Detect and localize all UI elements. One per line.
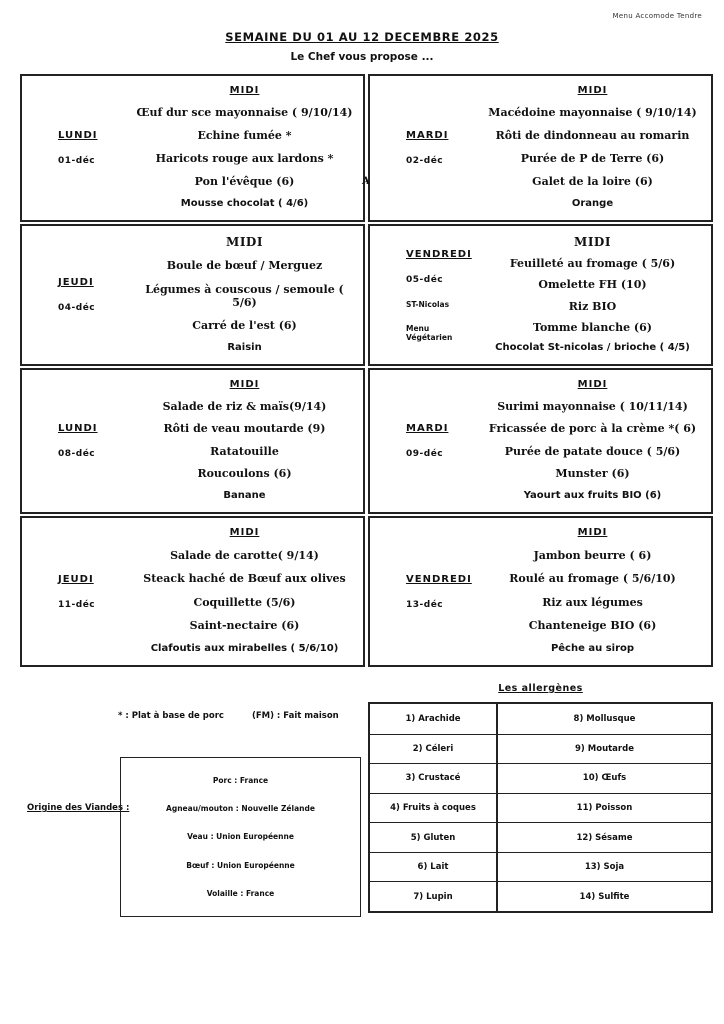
menu-items bbox=[478, 518, 711, 665]
allergens-table bbox=[368, 702, 713, 913]
menu-item: Echine fumée * bbox=[197, 129, 292, 142]
meal-header: MIDI bbox=[577, 527, 608, 538]
meal-header: MIDI bbox=[577, 379, 608, 390]
menu-items bbox=[478, 76, 711, 220]
footnotes bbox=[118, 711, 339, 721]
menu-item: Chanteneige BIO (6) bbox=[528, 619, 657, 633]
day-column bbox=[370, 226, 478, 364]
menu-item: Chocolat St-nicolas / brioche ( 4/5) bbox=[495, 341, 690, 353]
menu-item: Surimi mayonnaise ( 10/11/14) bbox=[497, 399, 688, 413]
allergen-cell: 12) Sésame bbox=[496, 822, 711, 852]
menu-item: Orange bbox=[571, 198, 614, 209]
day-column bbox=[22, 518, 130, 665]
meal-header: MIDI bbox=[229, 379, 260, 390]
origin-line: Porc : France bbox=[212, 775, 269, 785]
menu-item: Mousse chocolat ( 4/6) bbox=[180, 198, 309, 209]
day-name: VENDREDI bbox=[406, 573, 472, 585]
corner-note: Menu Accomode Tendre bbox=[612, 12, 702, 20]
page-title: SEMAINE DU 01 AU 12 DECEMBRE 2025 bbox=[225, 30, 499, 44]
menu-item: Carré de l'est (6) bbox=[192, 318, 297, 332]
menu-item: Galet de la loire (6) bbox=[532, 175, 653, 188]
menu-box-jeudi-04-déc bbox=[20, 224, 365, 366]
origin-line: Veau : Union Européenne bbox=[187, 832, 294, 842]
menu-box-vendredi-05-déc bbox=[368, 224, 713, 366]
menu-items bbox=[478, 226, 711, 364]
day-name: JEUDI bbox=[58, 573, 94, 585]
allergen-cell: 3) Crustacé bbox=[370, 763, 496, 793]
allergen-cell: 14) Sulfite bbox=[496, 881, 711, 911]
meal-header: MIDI bbox=[577, 85, 608, 96]
meat-origin-label: Origine des Viandes : bbox=[27, 803, 130, 813]
menu-box-lundi-01-déc bbox=[20, 74, 365, 222]
menu-item: Boule de bœuf / Merguez bbox=[166, 259, 323, 273]
menu-item: Macédoine mayonnaise ( 9/10/14) bbox=[488, 106, 697, 119]
day-name: MARDI bbox=[406, 423, 449, 434]
menu-item: Rôti de dindonneau au romarin bbox=[495, 129, 690, 142]
day-date: 02-déc bbox=[406, 156, 444, 166]
menu-box-mardi-09-déc bbox=[368, 368, 713, 514]
menu-item: Purée de patate douce ( 5/6) bbox=[504, 444, 681, 458]
day-date: 09-déc bbox=[406, 449, 444, 459]
day-column bbox=[370, 370, 478, 512]
menu-item: Steack haché de Bœuf aux olives bbox=[143, 572, 346, 586]
menu-items bbox=[478, 370, 711, 512]
allergen-cell: 13) Soja bbox=[496, 852, 711, 882]
page-subtitle: Le Chef vous propose ... bbox=[290, 51, 434, 63]
menu-item: Feuilleté au fromage ( 5/6) bbox=[509, 257, 676, 271]
menu-items bbox=[130, 226, 363, 364]
day-column bbox=[22, 76, 130, 220]
allergen-cell: 7) Lupin bbox=[370, 881, 496, 911]
meal-header: MIDI bbox=[229, 85, 260, 96]
menu-box-lundi-08-déc bbox=[20, 368, 365, 514]
menu-item: Rôti de veau moutarde (9) bbox=[163, 422, 326, 436]
day-date: 08-déc bbox=[58, 449, 96, 459]
menu-item: Salade de carotte( 9/14) bbox=[170, 548, 319, 562]
menu-item: Tomme blanche (6) bbox=[533, 320, 652, 334]
day-column bbox=[22, 226, 130, 364]
allergen-cell: 2) Céleri bbox=[370, 734, 496, 764]
origin-line: Bœuf : Union Européenne bbox=[186, 860, 295, 870]
allergen-cell: 11) Poisson bbox=[496, 793, 711, 823]
stray-letter-artifact: A bbox=[362, 176, 370, 187]
day-column bbox=[370, 76, 478, 220]
menu-item: Légumes à couscous / semoule ( 5/6) bbox=[145, 282, 344, 309]
menu-grid bbox=[20, 74, 713, 667]
menu-item: Omelette FH (10) bbox=[538, 278, 647, 292]
day-subnote: ST-Nicolas bbox=[406, 299, 450, 309]
menu-item: Purée de P de Terre (6) bbox=[520, 152, 665, 165]
menu-item: Pon l'évêque (6) bbox=[194, 175, 295, 188]
menu-item: Salade de riz & maïs(9/14) bbox=[162, 399, 327, 413]
menu-box-vendredi-13-déc bbox=[368, 516, 713, 667]
allergens-title: Les allergènes bbox=[498, 683, 583, 694]
allergen-cell: 10) Œufs bbox=[496, 763, 711, 793]
menu-item: Banane bbox=[223, 489, 266, 501]
allergen-cell: 6) Lait bbox=[370, 852, 496, 882]
menu-item: Haricots rouge aux lardons * bbox=[155, 152, 334, 165]
allergen-cell: 4) Fruits à coques bbox=[370, 793, 496, 823]
day-name: VENDREDI bbox=[406, 248, 472, 260]
menu-item: Roucoulons (6) bbox=[197, 467, 292, 481]
menu-item: Pêche au sirop bbox=[550, 642, 635, 654]
menu-item: Coquillette (5/6) bbox=[193, 595, 296, 609]
menu-items bbox=[130, 518, 363, 665]
day-date: 13-déc bbox=[406, 599, 444, 610]
menu-item: Saint-nectaire (6) bbox=[189, 619, 300, 633]
menu-box-mardi-02-déc bbox=[368, 74, 713, 222]
menu-item: Ratatouille bbox=[210, 444, 279, 458]
menu-item: Fricassée de porc à la crème *( 6) bbox=[488, 422, 697, 436]
day-column bbox=[22, 370, 130, 512]
pork-footnote: * : Plat à base de porc bbox=[118, 711, 224, 721]
day-name: JEUDI bbox=[58, 277, 94, 288]
menu-item: Raisin bbox=[227, 342, 262, 353]
day-name: MARDI bbox=[406, 130, 449, 141]
menu-items bbox=[130, 76, 363, 220]
menu-item: Jambon beurre ( 6) bbox=[533, 548, 652, 562]
day-date: 04-déc bbox=[58, 303, 96, 313]
day-date: 11-déc bbox=[58, 599, 96, 610]
origin-line: Volaille : France bbox=[206, 889, 275, 899]
meal-header: MIDI bbox=[574, 235, 611, 249]
meal-header: MIDI bbox=[229, 527, 260, 538]
day-name: LUNDI bbox=[58, 423, 98, 434]
origin-line: Agneau/mouton : Nouvelle Zélande bbox=[166, 804, 315, 814]
allergen-cell: 5) Gluten bbox=[370, 822, 496, 852]
day-date: 05-déc bbox=[406, 274, 444, 285]
meat-origin-box bbox=[120, 757, 361, 917]
homemade-footnote: (FM) : Fait maison bbox=[251, 711, 339, 721]
menu-item: Yaourt aux fruits BIO (6) bbox=[523, 489, 662, 501]
day-date: 01-déc bbox=[58, 156, 96, 166]
meal-header: MIDI bbox=[226, 235, 263, 249]
menu-item: Œuf dur sce mayonnaise ( 9/10/14) bbox=[136, 106, 353, 119]
day-subnote: Menu Végétarien bbox=[406, 323, 453, 342]
menu-item: Riz BIO bbox=[568, 299, 617, 313]
menu-item: Munster (6) bbox=[555, 467, 630, 481]
menu-item: Riz aux légumes bbox=[542, 595, 643, 609]
day-name: LUNDI bbox=[58, 130, 98, 141]
menu-items bbox=[130, 370, 363, 512]
allergen-cell: 9) Moutarde bbox=[496, 734, 711, 764]
day-column bbox=[370, 518, 478, 665]
menu-item: Clafoutis aux mirabelles ( 5/6/10) bbox=[150, 642, 339, 654]
allergen-cell: 8) Mollusque bbox=[496, 704, 711, 734]
menu-box-jeudi-11-déc bbox=[20, 516, 365, 667]
allergen-cell: 1) Arachide bbox=[405, 713, 461, 724]
menu-item: Roulé au fromage ( 5/6/10) bbox=[509, 572, 676, 586]
